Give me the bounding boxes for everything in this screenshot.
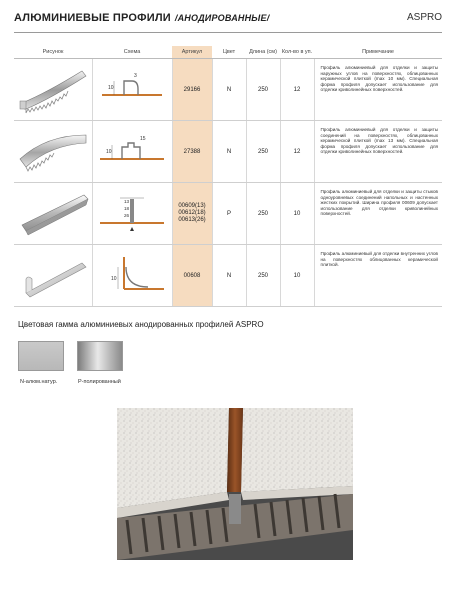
col-header-color: Цвет [212,46,246,59]
table-row [14,183,442,245]
scheme-diagram [94,69,170,109]
brand-name: ASPRO [406,12,442,23]
profile-image [14,59,92,121]
article-code: 29166 [183,86,201,93]
color-cell: N [212,245,246,307]
t-profile-image [16,187,90,239]
profiles-table [14,46,442,307]
scheme-diagram [94,131,170,171]
note-text: Профиль алюминиевый для отделки и защиты наружных углов на поверхностях, облицованных керамической плиткой (max 10 мм). Специальная форма профиля допускает использование для отделки криволинейных поверхностей. [320,65,438,93]
profile-scheme [92,59,172,121]
col-header-length: Длина (см) [246,46,280,59]
article-code: 27388 [183,148,201,155]
col-header-article: Артикул [172,46,212,59]
page-subtitle: /АНОДИРОВАННЫЕ/ [174,13,270,23]
scheme-dim-2: 3 [134,72,137,79]
outer-corner-profile-image [16,63,90,115]
page-header [14,12,442,33]
profile-image [14,245,92,307]
scheme-dim-1: 10 [108,84,114,91]
page-title: АЛЮМИНИЕВЫЕ ПРОФИЛИ /АНОДИРОВАННЫЕ/ [14,12,270,24]
color-swatch-natural [18,341,64,371]
col-header-qty: Кол-во в уп. [280,46,314,59]
profile-scheme [92,121,172,183]
note-cell [314,121,442,183]
inner-corner-profile-image [16,249,90,301]
scheme-dim-1: 10 [106,148,112,155]
palette-title: Цветовая гамма алюминиевых анодированных профилей ASPRO [18,320,264,329]
scheme-diagram [94,189,170,237]
color-cell: N [212,121,246,183]
profile-scheme [92,245,172,307]
note-cell [314,59,442,121]
note-cell [314,245,442,307]
note-text: Профиль алюминиевый для отделки внутренних углов на поверхностях облицованных керамической плиткой. [320,251,438,268]
color-cell: P [212,183,246,245]
scheme-diagram [94,253,170,297]
color-cell: N [212,59,246,121]
qty-cell: 10 [280,245,314,307]
qty-cell: 12 [280,59,314,121]
profile-image [14,121,92,183]
length-cell: 250 [246,183,280,245]
article-code: 00609(13) [178,203,206,209]
article-cell [172,121,212,183]
profile-image [14,183,92,245]
note-cell [314,183,442,245]
length-cell: 250 [246,245,280,307]
note-text: Профиль алюминиевый для отделки и защиты соединений на поверхностях, облицованных керамической плиткой (max 13 мм). Специальная форма профиля допускает использование для отделки криволинейных поверхностей. [320,127,438,155]
profile-scheme [92,183,172,245]
qty-cell: 10 [280,183,314,245]
swatch-label: N-алюм.натур. [20,379,58,385]
article-cell [172,245,212,307]
scheme-dim-1: 10 [111,275,117,282]
qty-cell: 12 [280,121,314,183]
scheme-dim-2: 15 [140,135,146,142]
length-cell: 250 [246,59,280,121]
installation-photo [117,408,353,560]
article-code: 00612(18) [178,210,206,216]
scheme-dim-2: 18 [124,205,130,211]
color-swatch-polished [77,341,123,371]
article-cell [172,59,212,121]
swatch-label: P-полированный [78,379,121,385]
table-row [14,59,442,121]
col-header-scheme: Схема [92,46,172,59]
col-header-note: Примечание [314,46,442,59]
article-code: 00608 [183,272,201,279]
article-cell [172,183,212,245]
scheme-dim-1: 13 [124,198,130,204]
col-header-picture: Рисунок [14,46,92,59]
length-cell: 250 [246,121,280,183]
article-code: 00613(26) [178,217,206,223]
note-text: Профиль алюминиевый для отделки и защиты стыков одноуровневых соединений напольных и настенных жестких покрытий. Ширина профиля 00609 допускает использование для отделки криволинейных поверхностей. [320,189,438,217]
table-row [14,245,442,307]
table-row [14,121,442,183]
scheme-dim-3: 26 [124,212,130,218]
table-header-row [14,46,442,59]
joint-profile-image [16,125,90,177]
